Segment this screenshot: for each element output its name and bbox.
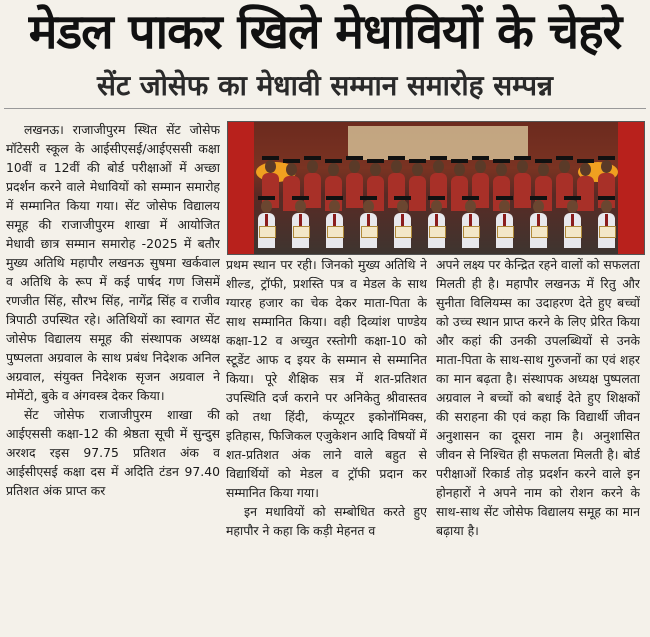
paragraph: इन मधावियों को सम्बोधित करते हुए महापौर ने कहा कि कड़ी मेहनत व <box>226 504 427 538</box>
event-photo <box>227 121 645 255</box>
stage-banner <box>348 126 528 160</box>
paragraph: सेंट जोसेफ राजाजीपुरम शाखा की आईएससी कक्षा-12 की श्रेष्ठता सूची में सुन्दुस अरशद रइस 97.75 प्रतिशत अंक व आईसीएसई कक्षा दस में अदिति टंडन 97.40 प्रतिशत अंक प्राप्त कर <box>6 407 220 498</box>
headline: मेडल पाकर खिले मेधावियों के चेहरे <box>28 4 622 60</box>
article-column-3 <box>436 255 640 635</box>
article-column-1 <box>6 120 220 635</box>
paragraph: प्रथम स्थान पर रही। जिनको मुख्य अतिथि ने शील्ड, ट्रॉफी, प्रशस्ति पत्र व मेडल के साथ ग्यारह हजार का चेक देकर माता-पिता के साथ सम्मानित किया। वही दिव्यांश पाण्डेय कक्षा-12 व अच्युत रस्तोगी कक्षा-10 को स्टूडेंट आफ द इयर के सम्मान से सम्मानित किया। पूरे शैक्षिक सत्र में शत-प्रतिशत उपस्थिति दर्ज कराने पर अनिकेतु श्रीवास्तव को तथा हिंदी, कंप्यूटर इकोनॉमिक्स, इतिहास, फिजिकल एजुकेशन आदि विषयों में शत-प्रतिशत अंक लाने वाले बहुत से विद्यार्थियों को मेडल व ट्रॉफी प्रदान कर सम्मानित किया गया। <box>226 257 427 500</box>
paragraph: अपने लक्ष्य पर केन्द्रित रहने वालों को सफलता मिलती ही है। महापौर लखनऊ में रितु और सुनीता विलियम्स का उदाहरण देते हुए बच्चों को उच्च स्थान प्राप्त करने के लिए प्रेरित किया और कहां की उनकी उपलब्धियों से उनके माता-पिता के साथ-साथ गुरुजनों का एवं शहर का मान बढ़ता है। संस्थापक अध्यक्ष पुष्पलता अग्रवाल ने बच्चों को बधाई देते हुए शिक्षकों की सराहना की एवं कहा कि विद्यार्थी जीवन अनुशासन का दूसरा नाम है। अनुशासित जीवन से निश्चित ही सफलता मिलती है। बोर्ड परीक्षाओं रिकार्ड तोड़ प्रदर्शन करने वाले इन होनहारों ने अपने नाम को रोशन करने के साथ-साथ सेंट जोसेफ विद्यालय समूह का मान बढ़ाया है। <box>436 257 640 538</box>
divider <box>4 108 646 109</box>
curtain-left <box>228 122 254 254</box>
curtain-right <box>618 122 644 254</box>
paragraph: लखनऊ। राजाजीपुरम स्थित सेंट जोसेफ मॉटेसरी स्कूल के आईसीएसई/आईएससी कक्षा 10वीं व 12वीं की बोर्ड परीक्षाओं में अच्छा प्रदर्शन करने वाले मेधावियों को सम्मान समारोह में सम्मानित किया गया। सेंट जोसेफ विद्यालय समूह की राजाजीपुरम शाखा में आयोजित मेधावी छात्र सम्मान समारोह -2025 में बतौर मुख्य अतिथि महापौर लखनऊ सुषमा खर्कवाल व अतिथि के रूप में कई पार्षद गण जिसमें रणजीत सिंह, सौरभ सिंह, नागेंद्र सिंह व राजीव त्रिपाठी उपस्थित रहे। अतिथियों का स्वागत सेंट जोसेफ विद्यालय समूह की संस्थापक अध्यक्ष पुष्पलता अग्रवाल के साथ प्रबंध निदेशक अनिल अग्रवाल, संयुक्त निदेशक सृजन अग्रवाल ने मोमेंटो, बुके व अंगवस्त्र देकर किया। <box>6 122 220 403</box>
subheadline: सेंट जोसेफ का मेधावी सम्मान समारोह सम्पन्न <box>97 69 553 102</box>
article-column-2 <box>226 255 427 635</box>
